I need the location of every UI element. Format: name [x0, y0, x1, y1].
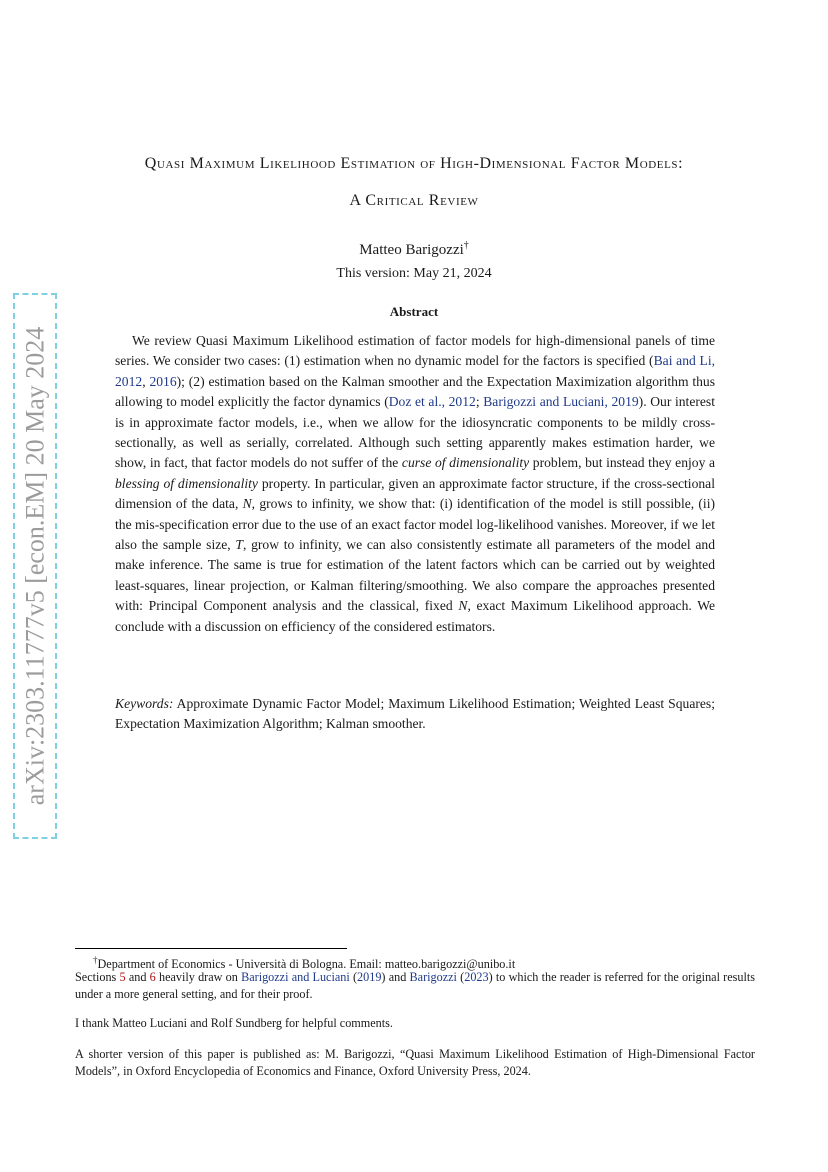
keywords-label: Keywords: — [115, 696, 174, 711]
citation-link[interactable]: Barigozzi — [409, 970, 457, 984]
emphasis: curse of dimensionality — [401, 455, 530, 471]
arxiv-stamp — [13, 293, 57, 839]
footnote-text: to which the reader is referred for the original results under a more general setting, and for their proof. — [75, 970, 755, 1001]
version-date: This version: May 21, 2024 — [336, 266, 492, 281]
abstract-text: ; — [475, 394, 484, 410]
footnote-text: ( — [456, 970, 465, 984]
keywords — [115, 694, 715, 735]
abstract-text: , grow to infinity, we can also consistently estimate all parameters of the model and make inference. The same is true for estimation of the latent factors which can be carried out by weighted least-squares, linear projection, or Kalman filtering/smoothing. We also compare the approaches presented with: Principal Component analysis and the classical, fixed — [115, 537, 716, 614]
author-footnote-mark[interactable]: † — [463, 240, 469, 251]
abstract-text: , grows to infinity, we show that: (i) identification of the model is still possible, (ii) the mis-specification error due to the use of an exact factor model log-likelihood vanishes. Moreover, if we let also the sample size, — [115, 496, 716, 553]
abstract-text: , exact Maximum Likelihood approach. We conclude with a discussion on efficiency of the considered estimators. — [115, 598, 715, 634]
section-link[interactable]: 6 — [149, 970, 156, 984]
math-symbol: N — [242, 496, 252, 512]
footnote-rule — [75, 948, 347, 949]
abstract-heading: Abstract — [389, 304, 439, 319]
abstract-text: ); (2) estimation based on the Kalman smoother and the Expectation Maximization algorithm thus allowing to model explicitly the factor dynamics ( — [115, 373, 716, 410]
footnote-text: and — [385, 970, 410, 984]
paper-title-line-1: Quasi Maximum Likelihood Estimation of High-Dimensional Factor Models: — [144, 155, 684, 172]
footnote-publication: A shorter version of this paper is published as: M. Barigozzi, “Quasi Maximum Likelihood Estimation of High-Dimensional Factor Models”, in Oxford Encyclopedia of Economics and Finance, Oxford University Press, 2024. — [75, 1047, 755, 1078]
abstract-text: problem, but instead they enjoy a — [529, 455, 716, 471]
footnote-text: heavily draw on — [155, 970, 242, 984]
citation-link[interactable]: Bai and Li, 2012 — [115, 353, 716, 389]
abstract-body — [115, 331, 715, 637]
paper-title-line-2: A Critical Review — [349, 192, 479, 209]
citation-link[interactable]: Barigozzi and Luciani — [241, 970, 350, 984]
emphasis: blessing of dimensionality — [115, 475, 258, 491]
citation-link[interactable]: Barigozzi and Luciani, 2019 — [483, 394, 639, 410]
footnote-text: Department of Economics - Università di Bologna. Email: matteo.barigozzi@unibo.it — [97, 957, 516, 972]
footnote-text: ( — [349, 970, 358, 984]
section-link[interactable]: 5 — [119, 970, 126, 984]
abstract-text: ). Our interest is in approximate factor models, i.e., when we allow for the idiosyncratic components to be mildly cross-sectionally, as well as serially, correlated. Although such setting apparently makes estimation harder, we show, in fact, that factor models do not suffer of the — [115, 394, 715, 471]
author-name: Matteo Barigozzi — [359, 242, 464, 258]
footnote-text: ) — [488, 970, 493, 984]
keywords-text: Approximate Dynamic Factor Model; Maximum Likelihood Estimation; Weighted Least Squares; Expectation Maximization Algorithm; Kalman smoother. — [115, 696, 715, 732]
citation-link[interactable]: 2019 — [357, 970, 382, 984]
author — [0, 240, 828, 259]
abstract-text: , — [142, 373, 150, 389]
math-symbol: N — [458, 598, 468, 614]
footnote-text: and — [125, 970, 150, 984]
citation-link[interactable]: 2023 — [464, 970, 489, 984]
footnote-text: ) — [381, 970, 386, 984]
citation-link[interactable]: Doz et al., 2012 — [388, 394, 476, 410]
footnote-mark: † — [93, 955, 98, 965]
arxiv-stamp-text: arXiv:2303.11777v5 [econ.EM] 20 May 2024 — [20, 326, 50, 806]
math-symbol: T — [235, 537, 243, 553]
footnote-sections — [75, 969, 755, 1003]
abstract-text: property. In particular, given an approximate factor structure, if the cross-sectional dimension of the data, — [115, 475, 715, 512]
footnote-thanks: I thank Matteo Luciani and Rolf Sundberg for helpful comments. — [75, 1016, 393, 1030]
abstract-text: We review Quasi Maximum Likelihood estimation of factor models for high-dimensional panels of time series. We consider two cases: (1) estimation when no dynamic model for the factors is specified ( — [115, 333, 715, 369]
footnote-text: Sections — [75, 970, 120, 984]
citation-link[interactable]: 2016 — [149, 373, 177, 389]
